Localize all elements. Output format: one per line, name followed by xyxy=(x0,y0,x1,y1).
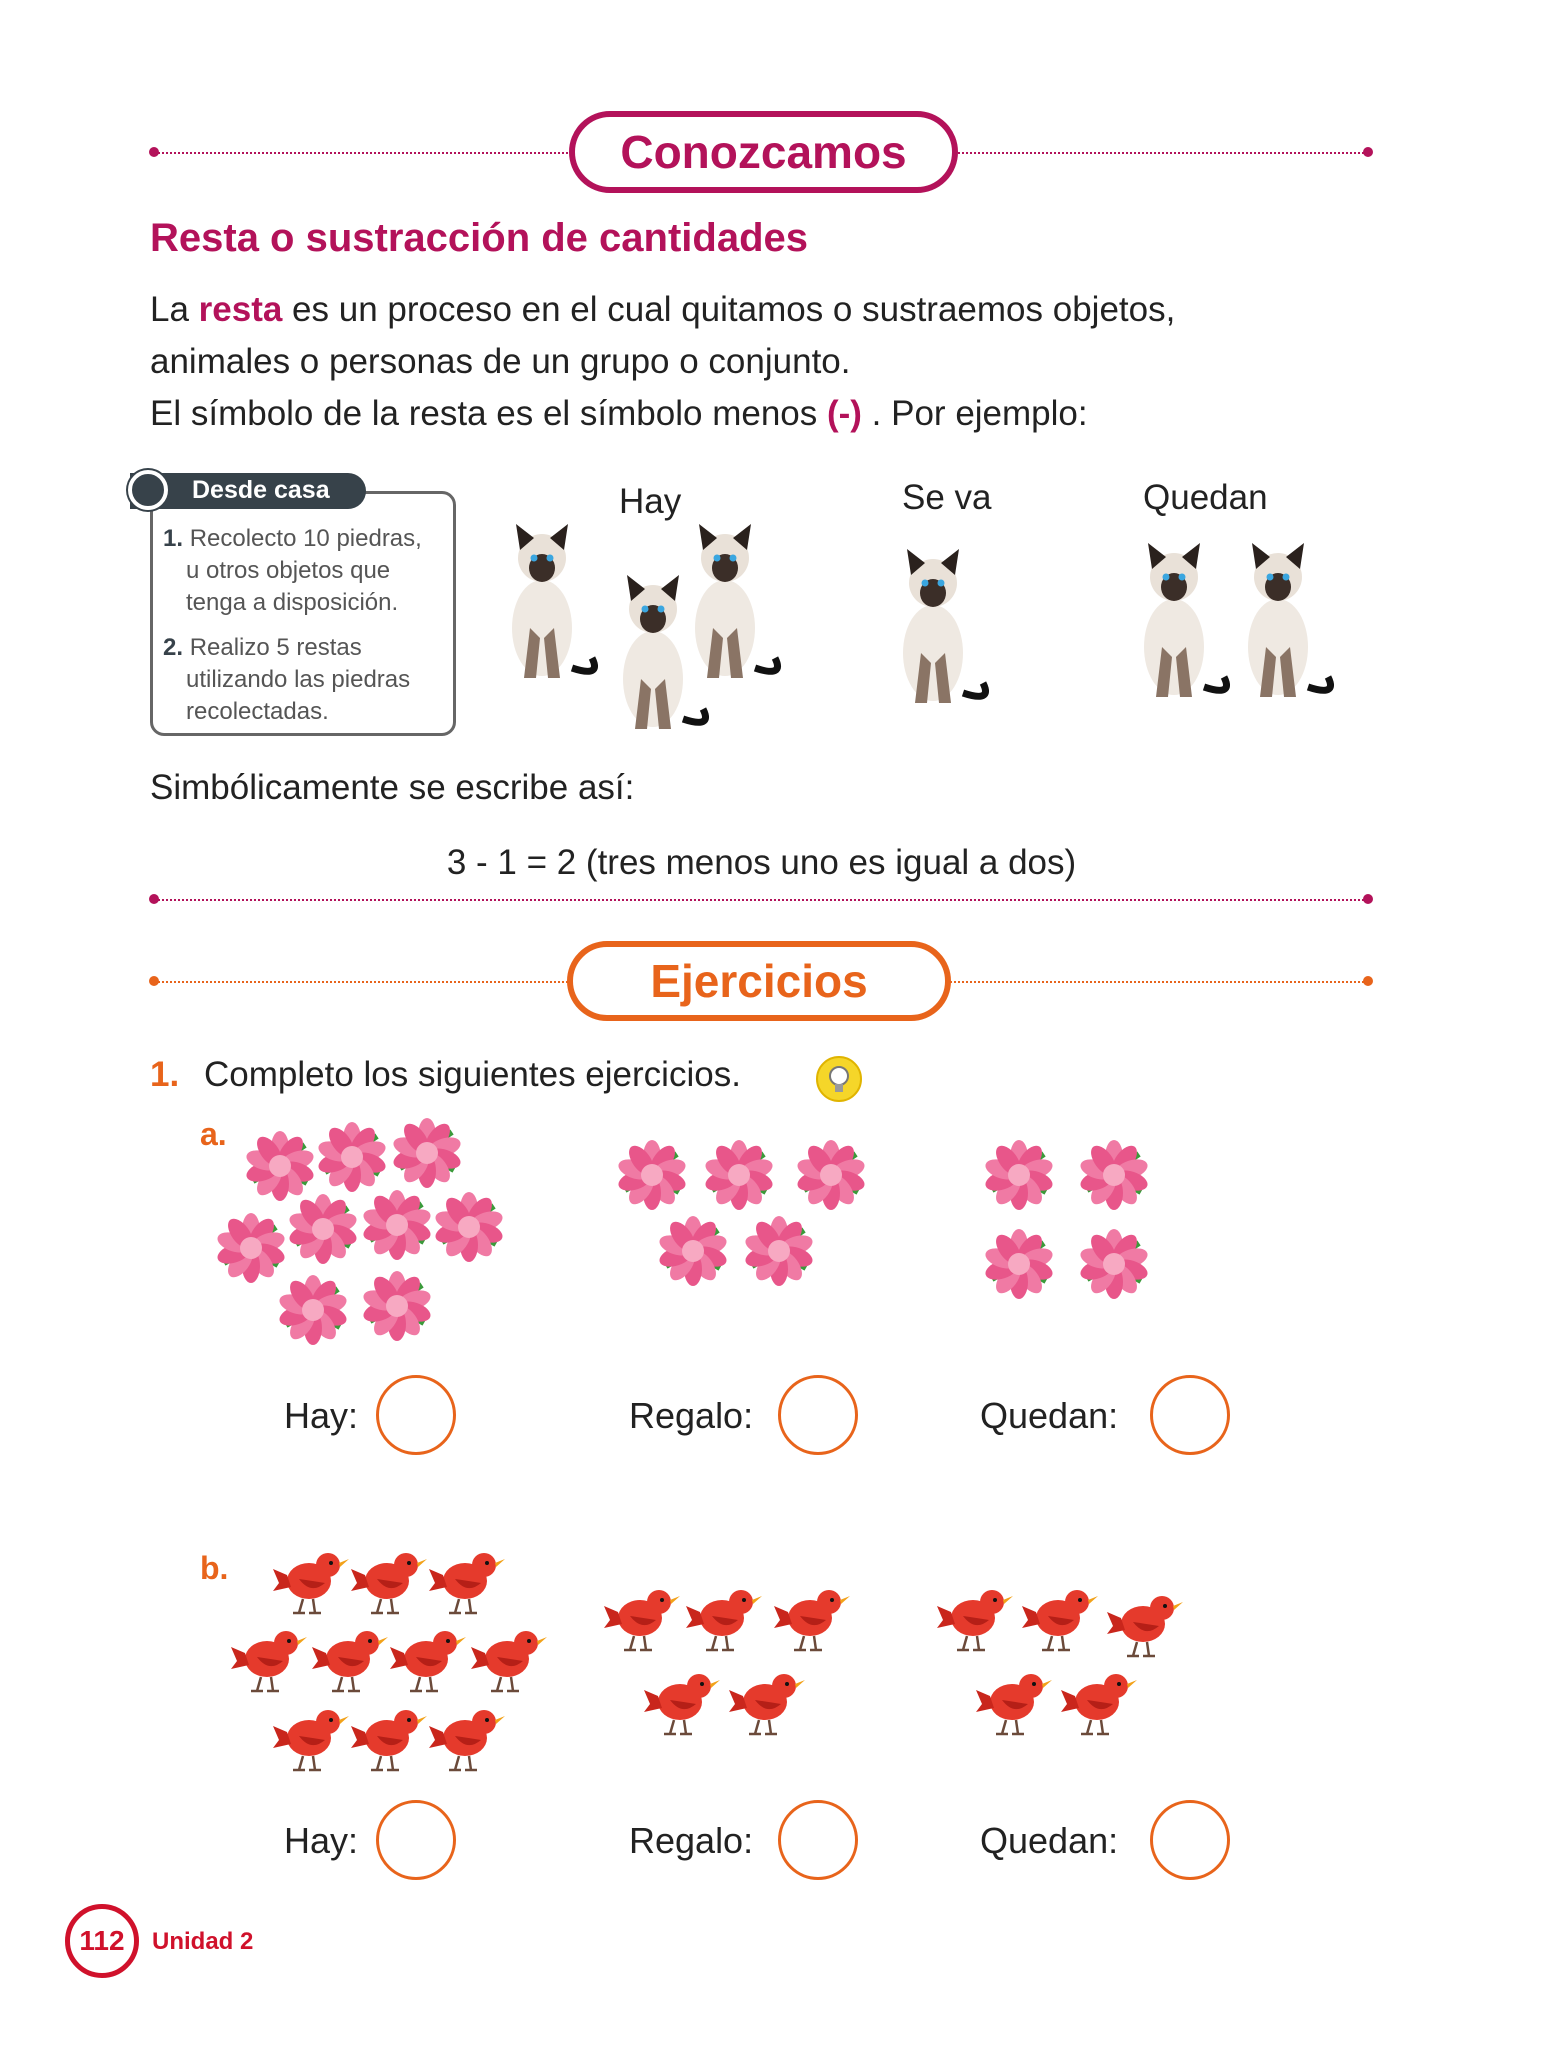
label-hay: Hay xyxy=(619,482,682,521)
bold-term: resta xyxy=(198,290,283,329)
text: El símbolo de la resta es el símbolo menos xyxy=(150,394,827,433)
cat-illustration xyxy=(502,518,592,683)
bird-illustration xyxy=(351,1698,431,1774)
unit-label: Unidad 2 xyxy=(152,1928,254,1955)
flower-illustration xyxy=(658,1216,728,1286)
label-quedan-b: Quedan: xyxy=(980,1820,1119,1861)
divider-dot xyxy=(1363,147,1373,157)
flower-illustration xyxy=(288,1194,358,1264)
paragraph-line-2: animales o personas de un grupo o conjunto. xyxy=(150,342,851,381)
desde-casa-item-1 xyxy=(163,523,422,619)
desde-casa-item-2 xyxy=(163,632,410,728)
bird-illustration xyxy=(604,1578,684,1654)
flower-illustration xyxy=(362,1190,432,1260)
flower-illustration xyxy=(704,1140,774,1210)
lightbulb-icon xyxy=(815,1055,863,1103)
answer-circle-quedan-b[interactable] xyxy=(1150,1800,1230,1880)
flower-illustration xyxy=(362,1271,432,1341)
flower-illustration xyxy=(1079,1140,1149,1210)
bird-illustration xyxy=(774,1578,854,1654)
desde-casa-title: Desde casa xyxy=(192,476,330,504)
label-hay-a: Hay: xyxy=(284,1395,359,1436)
flower-illustration xyxy=(984,1229,1054,1299)
text: recolectadas. xyxy=(186,698,329,725)
divider-dot xyxy=(1363,976,1373,986)
flower-illustration xyxy=(245,1131,315,1201)
divider-dot xyxy=(149,976,159,986)
label-hay-b: Hay: xyxy=(284,1820,359,1861)
text: Recolecto 10 piedras, xyxy=(189,525,422,552)
label-regalo-a: Regalo: xyxy=(629,1395,754,1436)
conozcamos-label: Conozcamos xyxy=(620,126,907,178)
bird-illustration xyxy=(686,1578,766,1654)
divider-dot xyxy=(149,894,159,904)
bird-illustration xyxy=(429,1698,509,1774)
bird-illustration xyxy=(273,1541,353,1617)
divider-dot xyxy=(1363,894,1373,904)
section-title: Resta o sustracción de cantidades xyxy=(150,216,809,260)
bird-illustration xyxy=(231,1619,311,1695)
bird-illustration xyxy=(976,1662,1056,1738)
flower-illustration xyxy=(984,1140,1054,1210)
answer-circle-hay-a[interactable] xyxy=(376,1375,456,1455)
page-number: 112 xyxy=(79,1925,125,1956)
cat-illustration xyxy=(1238,537,1328,702)
instruction: Completo los siguientes ejercicios. xyxy=(204,1055,741,1094)
bird-illustration xyxy=(429,1541,509,1617)
paragraph-line-1 xyxy=(150,290,1175,330)
exercise-a-letter: a. xyxy=(200,1116,227,1152)
text: es un proceso en el cual quitamos o sustraemos objetos, xyxy=(282,290,1176,329)
bird-illustration xyxy=(351,1541,431,1617)
bird-illustration xyxy=(1061,1662,1141,1738)
flower-illustration xyxy=(392,1118,462,1188)
divider-dot xyxy=(149,147,159,157)
label-se-va: Se va xyxy=(902,478,992,517)
flower-illustration xyxy=(434,1192,504,1262)
page-number-badge xyxy=(65,1904,139,1978)
item-number: 2. xyxy=(163,634,184,661)
answer-circle-hay-b[interactable] xyxy=(376,1800,456,1880)
exercise-b-letter: b. xyxy=(200,1550,229,1586)
bird-illustration xyxy=(471,1619,551,1695)
flower-illustration xyxy=(1079,1229,1149,1299)
flower-illustration xyxy=(796,1140,866,1210)
minus-symbol: (-) xyxy=(826,394,862,433)
text: Realizo 5 restas xyxy=(189,634,362,661)
bird-illustration xyxy=(312,1619,392,1695)
text: utilizando las piedras xyxy=(186,666,411,693)
label-quedan-a: Quedan: xyxy=(980,1395,1119,1436)
bird-illustration xyxy=(644,1662,724,1738)
item-number: 1. xyxy=(163,525,184,552)
ejercicios-label: Ejercicios xyxy=(650,955,868,1007)
cat-illustration xyxy=(685,518,775,683)
section-divider xyxy=(154,899,1368,901)
text: . Por ejemplo: xyxy=(861,394,1088,433)
cat-illustration xyxy=(1134,537,1224,702)
circle-icon xyxy=(128,470,168,510)
paragraph-line-3 xyxy=(150,394,1088,434)
bird-illustration xyxy=(729,1662,809,1738)
bird-illustration xyxy=(1107,1584,1187,1660)
instruction-number: 1. xyxy=(150,1055,180,1094)
bird-illustration xyxy=(390,1619,470,1695)
text: La xyxy=(150,290,199,329)
conozcamos-banner xyxy=(569,111,958,193)
flower-illustration xyxy=(317,1122,387,1192)
text: u otros objetos que xyxy=(186,557,391,584)
bird-illustration xyxy=(937,1578,1017,1654)
equation: 3 - 1 = 2 (tres menos uno es igual a dos) xyxy=(446,843,1077,882)
answer-circle-regalo-a[interactable] xyxy=(778,1375,858,1455)
label-regalo-b: Regalo: xyxy=(629,1820,754,1861)
bird-illustration xyxy=(1022,1578,1102,1654)
label-quedan: Quedan xyxy=(1143,478,1268,517)
cat-illustration xyxy=(893,543,983,708)
answer-circle-quedan-a[interactable] xyxy=(1150,1375,1230,1455)
flower-illustration xyxy=(216,1213,286,1283)
symbolic-intro: Simbólicamente se escribe así: xyxy=(150,768,635,807)
text: tenga a disposición. xyxy=(186,589,399,616)
flower-illustration xyxy=(617,1140,687,1210)
answer-circle-regalo-b[interactable] xyxy=(778,1800,858,1880)
flower-illustration xyxy=(278,1275,348,1345)
flower-illustration xyxy=(744,1216,814,1286)
ejercicios-banner xyxy=(567,941,951,1021)
bird-illustration xyxy=(273,1698,353,1774)
